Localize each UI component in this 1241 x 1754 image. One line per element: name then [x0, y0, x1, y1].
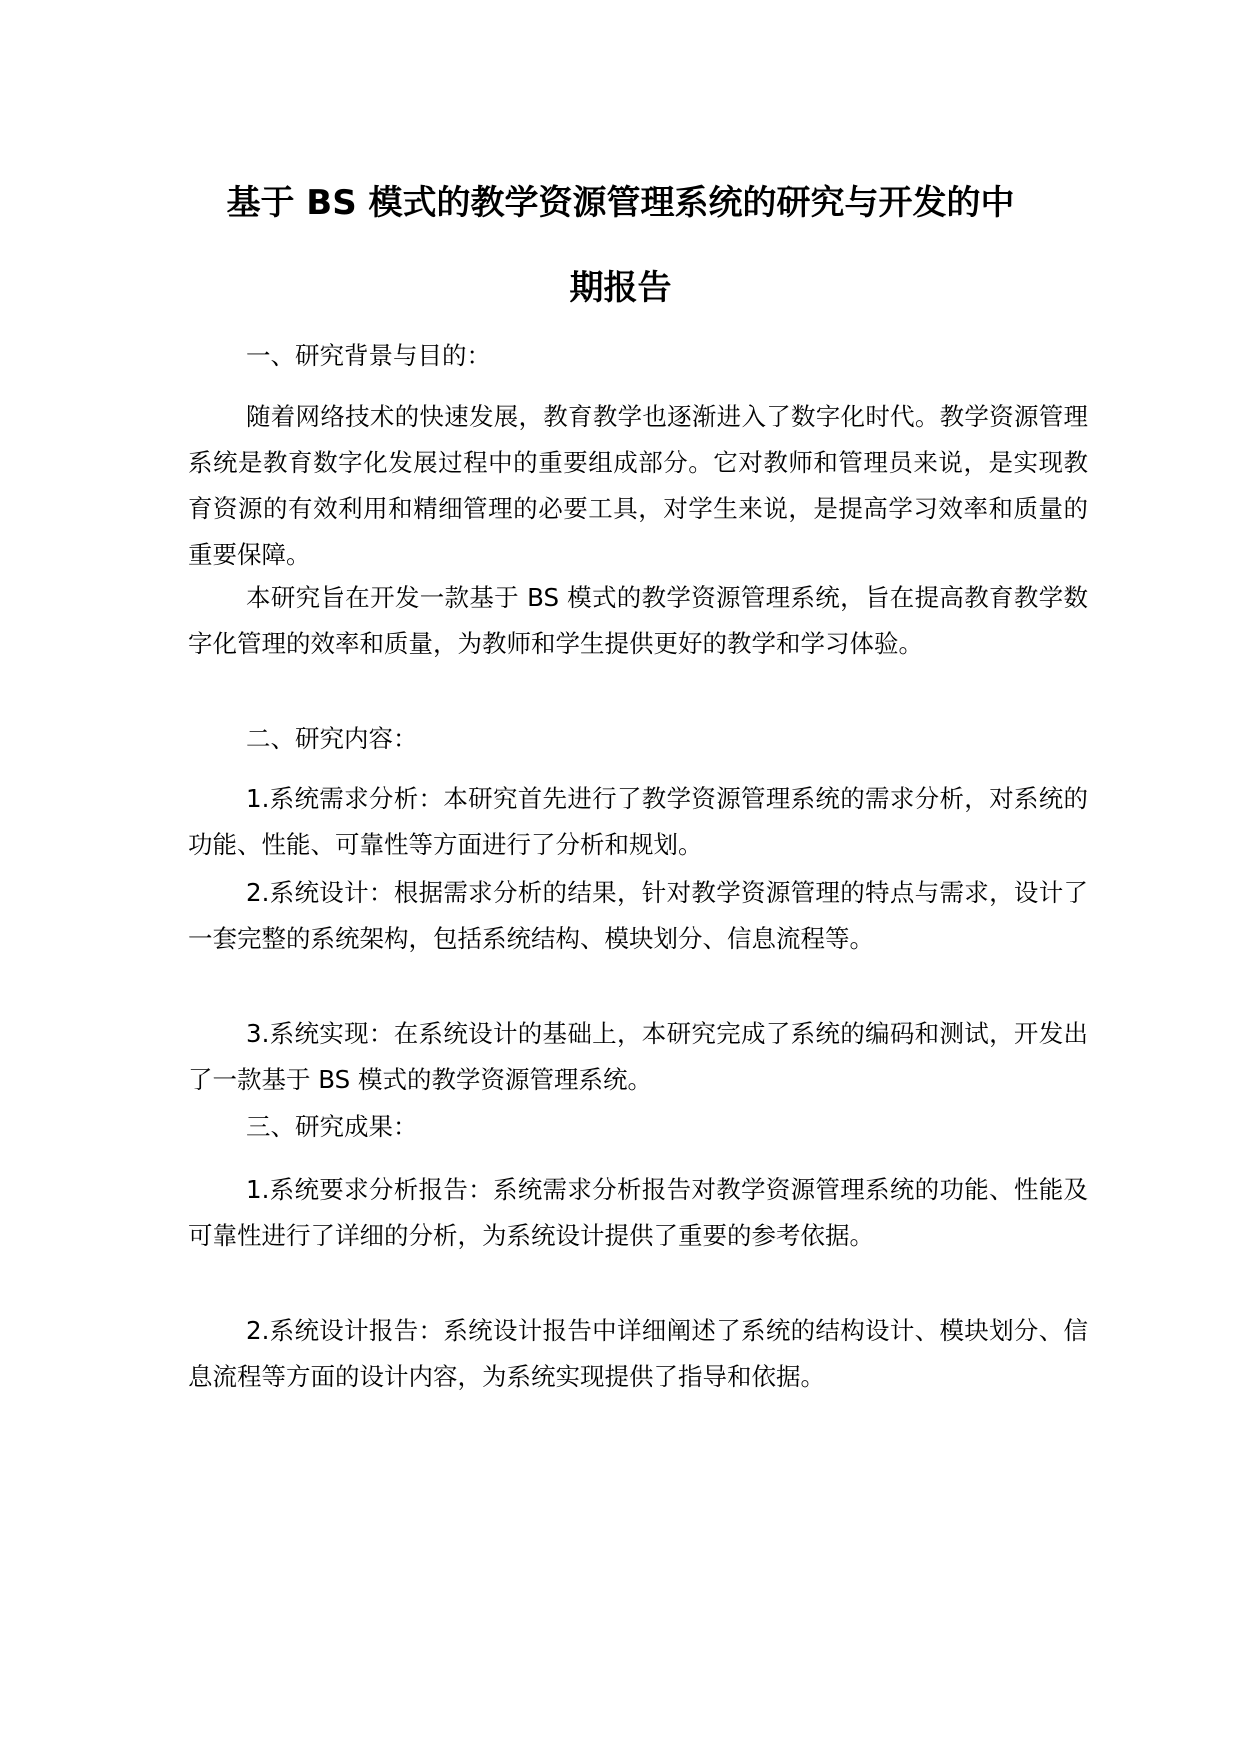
- section-2-paragraph-1: 1.系统需求分析：本研究首先进行了教学资源管理系统的需求分析，对系统的功能、性能、可靠性等方面进行了分析和规划。: [188, 784, 1088, 859]
- section-1-paragraph-2: 本研究旨在开发一款基于 BS 模式的教学资源管理系统，旨在提高教育教学数字化管理的效率和质量，为教师和学生提供更好的教学和学习体验。: [188, 583, 1088, 658]
- section-3-paragraph-2: 2.系统设计报告：系统设计报告中详细阐述了系统的结构设计、模块划分、信息流程等方面的设计内容，为系统实现提供了指导和依据。: [188, 1316, 1088, 1391]
- section-1-paragraph-1: 随着网络技术的快速发展，教育教学也逐渐进入了数字化时代。教学资源管理系统是教育数字化发展过程中的重要组成部分。它对教师和管理员来说，是实现教育资源的有效利用和精细管理的必要工具，对学生来说，是提高学习效率和质量的重要保障。: [188, 402, 1088, 569]
- document-title-line-1: 基于 BS 模式的教学资源管理系统的研究与开发的中: [226, 183, 1015, 223]
- section-3-heading: 三、研究成果：: [246, 1112, 418, 1141]
- section-2-heading: 二、研究内容：: [246, 724, 418, 753]
- section-1-heading: 一、研究背景与目的：: [246, 341, 491, 370]
- section-2-paragraph-3: 3.系统实现：在系统设计的基础上，本研究完成了系统的编码和测试，开发出了一款基于 BS 模式的教学资源管理系统。: [188, 1019, 1088, 1094]
- section-2-paragraph-2: 2.系统设计：根据需求分析的结果，针对教学资源管理的特点与需求，设计了一套完整的系统架构，包括系统结构、模块划分、信息流程等。: [188, 878, 1088, 953]
- document-title-line-2: 期报告: [569, 268, 672, 308]
- section-3-paragraph-1: 1.系统要求分析报告：系统需求分析报告对教学资源管理系统的功能、性能及可靠性进行了详细的分析，为系统设计提供了重要的参考依据。: [188, 1175, 1088, 1250]
